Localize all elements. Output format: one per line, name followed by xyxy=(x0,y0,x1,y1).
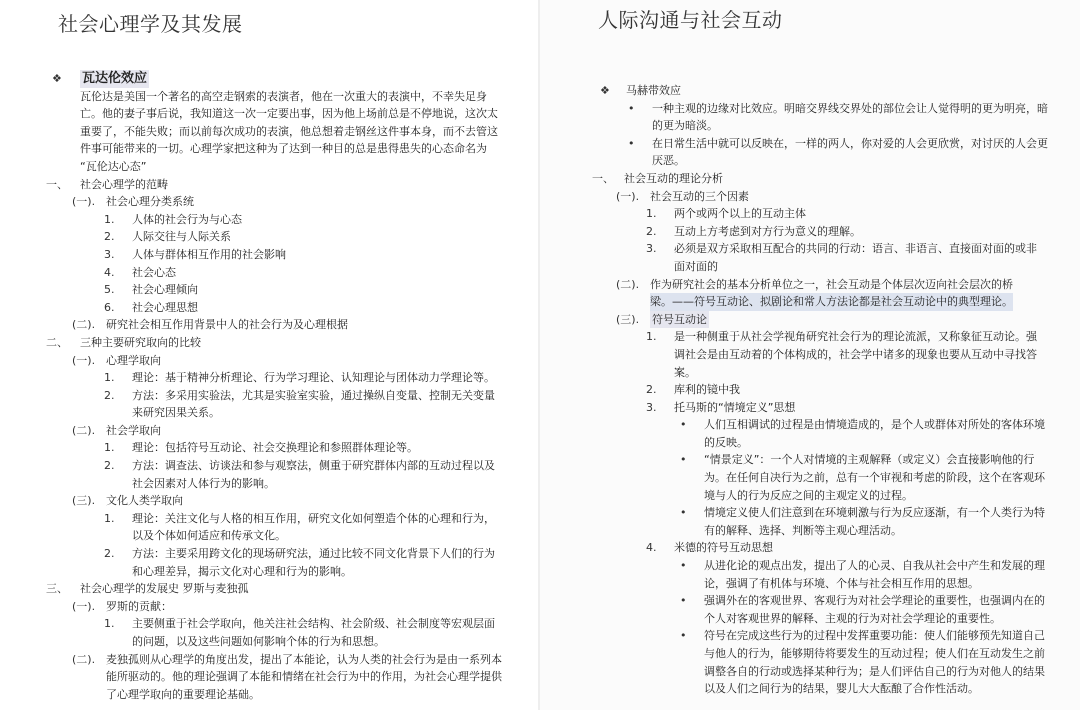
line-text: 件事可能带来的一切。心理学家把这种为了达到一种目的总是患得患失的心态命名为 xyxy=(80,142,487,156)
text-line xyxy=(0,211,538,229)
text-line xyxy=(0,387,538,405)
text-line xyxy=(0,598,538,616)
line-text: 调整各自的行动或选择某种行为；是人们评估自己的行为对他人的结果 xyxy=(704,664,1045,678)
list-marker: 1. xyxy=(104,511,115,525)
text-line xyxy=(0,123,538,141)
text-line xyxy=(540,451,1080,469)
text-line xyxy=(540,100,1080,118)
text-line xyxy=(0,615,538,633)
text-line xyxy=(540,522,1080,540)
text-line xyxy=(0,633,538,651)
line-text: 梁。——符号互动论、拟剧论和常人方法论都是社会互动论中的典型理论。 xyxy=(650,293,1013,311)
text-line xyxy=(540,258,1080,276)
line-text: 案。 xyxy=(674,365,696,379)
line-text: 符号互动论 xyxy=(650,311,709,329)
line-text: 能所驱动的。他的理论强调了本能和情绪在社会行为中的作用，为社会心理学提供 xyxy=(106,670,502,684)
line-text: “瓦伦达心态” xyxy=(80,159,147,173)
text-line xyxy=(0,668,538,686)
line-text: 托马斯的“情境定义”思想 xyxy=(674,400,796,414)
list-marker: (一). xyxy=(616,189,640,203)
line-text: 人体与群体相互作用的社会影响 xyxy=(132,247,286,261)
list-marker: (一). xyxy=(72,599,96,613)
text-line xyxy=(540,152,1080,170)
line-text: 社会心理学的发展史 罗斯与麦独孤 xyxy=(80,582,249,596)
text-line xyxy=(0,228,538,246)
list-marker: 2. xyxy=(104,388,115,402)
line-text: 亡。他的妻子事后说，我知道这一次一定要出事，因为他上场前总是不停地说，这次太 xyxy=(80,107,498,121)
list-marker: (二). xyxy=(72,423,96,437)
list-marker: 一、 xyxy=(592,171,614,185)
line-text: 与他人的行为，能够期待将要发生的互动过程；使人们在互动发生之前 xyxy=(704,647,1045,660)
list-marker: 1. xyxy=(104,617,115,631)
line-text: 境与人的行为反应之间的主观定义的过程。 xyxy=(704,488,913,502)
text-line xyxy=(540,504,1080,522)
text-line xyxy=(0,369,538,387)
list-marker: 3. xyxy=(646,400,657,414)
text-line xyxy=(0,352,538,370)
line-text: 的问题，以及这些问题如何影响个体的行为和思想。 xyxy=(132,635,385,648)
list-marker: (二). xyxy=(616,277,640,291)
text-line xyxy=(540,188,1080,206)
right-document-page xyxy=(540,0,1080,710)
text-line xyxy=(0,246,538,264)
list-marker: 2. xyxy=(104,547,115,561)
text-line xyxy=(0,88,538,106)
line-text: 瓦达伦效应 xyxy=(82,71,148,86)
line-text: 论，强调了有机体与环境、个体与社会相互作用的思想。 xyxy=(704,576,979,590)
list-marker: 二、 xyxy=(46,335,68,349)
text-line xyxy=(540,82,1080,100)
line-text: 米德的符号互动思想 xyxy=(674,541,773,555)
line-text: 社会因素对人体行为的影响。 xyxy=(132,476,275,490)
text-line xyxy=(0,580,538,598)
list-marker: • xyxy=(680,594,687,608)
text-line xyxy=(0,651,538,669)
line-text: 情境定义使人们注意到在环境刺激与行为反应逐渐，有一个人类行为特 xyxy=(704,506,1045,520)
line-text: 必须是双方采取相互配合的共同的行动：语言、非语言、直接面对面的或非 xyxy=(674,242,1037,256)
text-line xyxy=(540,381,1080,399)
list-marker: (二). xyxy=(72,318,96,332)
text-line xyxy=(0,439,538,457)
line-text: 人体的社会行为与心态 xyxy=(132,212,242,226)
line-text: 从进化论的观点出发，提出了人的心灵、自我从社会中产生和发展的理 xyxy=(704,559,1045,573)
line-text: 强调外在的客观世界、客观行为对社会学理论的重要性，也强调内在的 xyxy=(704,594,1045,608)
text-line xyxy=(0,264,538,282)
text-line xyxy=(540,135,1080,153)
left-document-page xyxy=(0,0,538,710)
line-text: 社会心理倾向 xyxy=(132,283,198,297)
line-text: 文化人类学取向 xyxy=(106,494,183,508)
list-marker: 4. xyxy=(646,541,657,555)
right-page-title: 人际沟通与社会互动 xyxy=(598,8,783,32)
line-text: 以及人们之间行为的结果，婴儿大大酝酿了合作性活动。 xyxy=(704,682,979,696)
line-text: 人们互相调试的过程是由情境造成的，是个人或群体对所处的客体环境 xyxy=(704,418,1045,432)
list-marker: ❖ xyxy=(600,84,610,97)
line-text: 是一种侧重于从社会学视角研究社会行为的理论流派，又称象征互动论。强 xyxy=(674,330,1037,344)
list-marker: 2. xyxy=(104,230,115,244)
text-line xyxy=(540,328,1080,346)
right-page-body xyxy=(540,82,1080,698)
text-line xyxy=(0,527,538,545)
line-text: 三种主要研究取向的比较 xyxy=(80,335,201,349)
line-text: 和心理差异，揭示文化对心理和行为的影响。 xyxy=(132,564,352,578)
list-marker: 3. xyxy=(104,247,115,261)
list-marker: 4. xyxy=(104,265,115,279)
line-text: 社会心理分类系统 xyxy=(106,195,194,209)
text-line xyxy=(540,223,1080,241)
text-line xyxy=(0,457,538,475)
list-marker: 2. xyxy=(646,383,657,397)
text-line xyxy=(0,334,538,352)
text-line xyxy=(540,539,1080,557)
line-text: 方法：主要采用跨文化的现场研究法，通过比较不同文化背景下人们的行为 xyxy=(132,547,495,561)
text-line xyxy=(540,645,1080,663)
list-marker: 1. xyxy=(104,371,115,385)
text-line xyxy=(0,563,538,581)
line-text: 为。在任何自决行为之前，总有一个审视和考虑的阶段，这个在客观环 xyxy=(704,471,1045,485)
text-line xyxy=(540,592,1080,610)
line-text: 厌恶。 xyxy=(652,154,685,168)
text-line xyxy=(540,680,1080,698)
text-line xyxy=(540,205,1080,223)
list-marker: • xyxy=(680,453,687,467)
text-line xyxy=(540,293,1080,311)
list-marker: 1. xyxy=(646,330,657,344)
text-line xyxy=(540,311,1080,329)
line-text: 理论：基于精神分析理论、行为学习理论、认知理论与团体动力学理论等。 xyxy=(132,371,495,385)
list-marker: (一). xyxy=(72,353,96,367)
list-marker: 一、 xyxy=(46,177,68,191)
text-line xyxy=(0,422,538,440)
line-text: 人际交往与人际关系 xyxy=(132,230,231,244)
text-line xyxy=(0,510,538,528)
line-text: 社会心理学的范畴 xyxy=(80,177,168,191)
line-text: 马赫带效应 xyxy=(626,84,681,97)
text-line xyxy=(0,70,538,88)
line-text: 理论：包括符号互动论、社会交换理论和参照群体理论等。 xyxy=(132,441,418,455)
text-line xyxy=(0,686,538,704)
list-marker: 2. xyxy=(646,224,657,238)
text-line xyxy=(540,663,1080,681)
list-marker: • xyxy=(680,418,687,432)
list-marker: 6. xyxy=(104,300,115,314)
line-text: 方法：调查法、访谈法和参与观察法，侧重于研究群体内部的互动过程以及 xyxy=(132,459,495,473)
line-text: 心理学取向 xyxy=(106,353,161,367)
line-text: 社会心态 xyxy=(132,265,176,279)
line-text: 库利的镜中我 xyxy=(674,383,740,397)
list-marker: • xyxy=(628,101,635,115)
text-line xyxy=(0,176,538,194)
line-text: 来研究因果关系。 xyxy=(132,406,220,420)
list-marker: • xyxy=(628,136,635,150)
list-marker: (一). xyxy=(72,195,96,209)
line-text: 社会心理思想 xyxy=(132,300,198,314)
list-marker: 1. xyxy=(646,207,657,221)
line-text: 以及个体如何适应和传承文化。 xyxy=(132,529,286,543)
line-text: 作为研究社会的基本分析单位之一，社会互动是个体层次迈向社会层次的桥 xyxy=(650,277,1013,291)
text-line xyxy=(0,281,538,299)
text-line xyxy=(0,140,538,158)
list-marker: ❖ xyxy=(52,72,62,85)
line-text: 符号在完成这些行为的过程中发挥重要功能：使人们能够预先知道自己 xyxy=(704,629,1045,643)
line-text: 社会学取向 xyxy=(106,423,161,437)
text-line xyxy=(540,276,1080,294)
line-text: 的更为暗淡。 xyxy=(652,119,718,133)
text-line xyxy=(540,627,1080,645)
text-line xyxy=(540,487,1080,505)
text-line xyxy=(0,316,538,334)
line-text: 一种主观的边缘对比效应。明暗交界线交界处的部位会让人觉得明的更为明亮，暗 xyxy=(652,101,1048,115)
line-text: 麦独孤则从心理学的角度出发，提出了本能论，认为人类的社会行为是由一系列本 xyxy=(106,652,502,666)
text-line xyxy=(540,416,1080,434)
list-marker: 5. xyxy=(104,283,115,297)
text-line xyxy=(0,193,538,211)
list-marker: • xyxy=(680,506,687,520)
left-page-title: 社会心理学及其发展 xyxy=(58,12,243,36)
list-marker: 三、 xyxy=(46,582,68,596)
text-line xyxy=(0,545,538,563)
list-marker: • xyxy=(680,629,687,643)
text-line xyxy=(540,117,1080,135)
list-marker: • xyxy=(680,559,687,573)
text-line xyxy=(540,364,1080,382)
list-marker: 1. xyxy=(104,212,115,226)
text-line xyxy=(540,240,1080,258)
line-text: 调社会是由互动着的个体构成的，社会学中诸多的现象也要从互动中寻找答 xyxy=(674,347,1037,361)
line-text: 瓦伦达是美国一个著名的高空走钢索的表演者，他在一次重大的表演中，不幸失足身 xyxy=(80,89,487,103)
line-text: 两个或两个以上的互动主体 xyxy=(674,207,806,221)
text-line xyxy=(0,492,538,510)
line-text: 的反映。 xyxy=(704,435,748,449)
list-marker: 2. xyxy=(104,459,115,473)
text-line xyxy=(540,610,1080,628)
text-line xyxy=(0,105,538,123)
line-text: 研究社会相互作用背景中人的社会行为及心理根据 xyxy=(106,318,348,332)
line-text: 方法：多采用实验法，尤其是实验室实验，通过操纵自变量、控制无关变量 xyxy=(132,388,495,402)
line-text: 重要了，不能失败；而以前每次成功的表演，他总想着走钢丝这件事本身，而不去管这 xyxy=(80,124,498,138)
text-line xyxy=(540,575,1080,593)
line-text: “情景定义”：一个人对情境的主观解释（或定义）会直接影响他的行 xyxy=(704,453,1035,467)
line-text: 个人对客观世界的解释、主观的行为对社会学理论的重要性。 xyxy=(704,611,1001,625)
line-text: 面对面的 xyxy=(674,259,718,273)
text-line xyxy=(540,399,1080,417)
line-text: 在日常生活中就可以反映在，一样的两人，你对爱的人会更欣赏，对讨厌的人会更 xyxy=(652,136,1048,150)
line-text: 了心理学取向的重要理论基础。 xyxy=(106,687,260,701)
line-text: 社会互动的理论分析 xyxy=(624,171,723,185)
text-line xyxy=(540,170,1080,188)
text-line xyxy=(0,404,538,422)
list-marker: 3. xyxy=(646,242,657,256)
line-text: 互动上方考虑到对方行为意义的理解。 xyxy=(674,224,861,238)
list-marker: 1. xyxy=(104,441,115,455)
line-text: 理论：关注文化与人格的相互作用，研究文化如何塑造个体的心理和行为， xyxy=(132,511,495,525)
list-marker: (二). xyxy=(72,652,96,666)
text-line xyxy=(540,346,1080,364)
list-marker: (三). xyxy=(72,494,96,508)
line-text: 社会互动的三个因素 xyxy=(650,189,749,203)
line-text: 有的解释、选择、判断等主观心理活动。 xyxy=(704,523,902,537)
list-marker: (三). xyxy=(616,312,640,326)
left-page-body xyxy=(0,70,538,703)
text-line xyxy=(540,557,1080,575)
text-line xyxy=(0,158,538,176)
text-line xyxy=(0,475,538,493)
line-text: 主要侧重于社会学取向，他关注社会结构、社会阶级、社会制度等宏观层面 xyxy=(132,617,495,631)
line-text: 罗斯的贡献： xyxy=(106,599,172,613)
text-line xyxy=(0,299,538,317)
text-line xyxy=(540,434,1080,452)
text-line xyxy=(540,469,1080,487)
